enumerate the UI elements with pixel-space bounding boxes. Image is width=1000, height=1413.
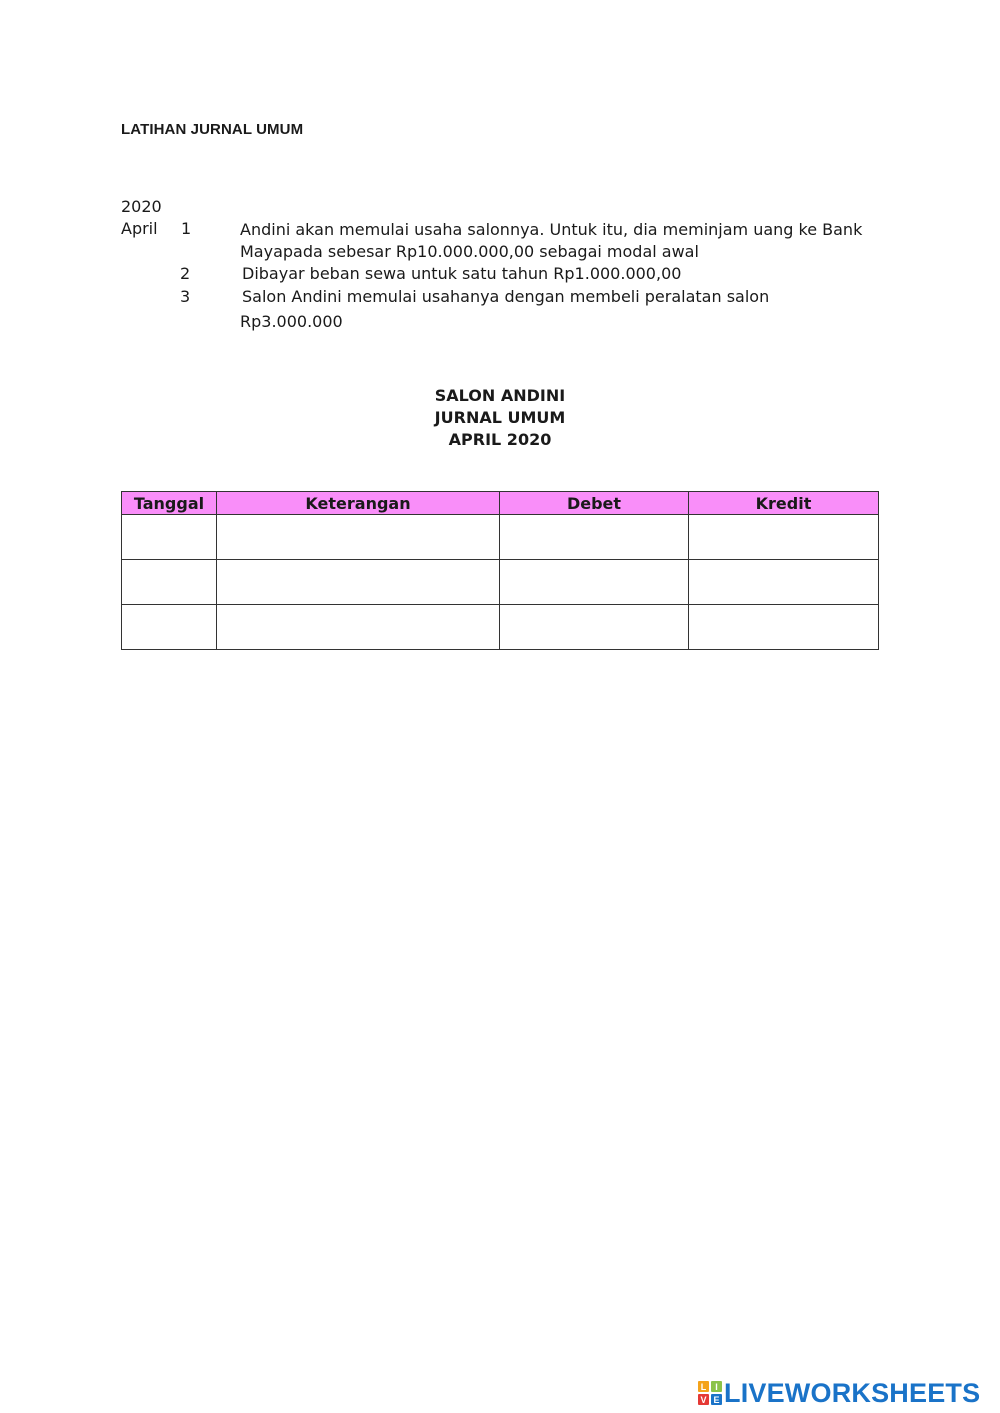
logo-mark-icon xyxy=(698,1381,722,1405)
page-title: LATIHAN JURNAL UMUM xyxy=(121,121,304,138)
cell-keterangan[interactable] xyxy=(217,515,500,560)
table-row xyxy=(122,605,879,650)
logo-letter-e: E xyxy=(711,1394,722,1405)
year-label: 2020 xyxy=(121,197,162,216)
logo-letter-v: V xyxy=(698,1394,709,1405)
entry-day-3: 3 xyxy=(180,287,191,306)
cell-tanggal[interactable] xyxy=(122,560,217,605)
cell-keterangan[interactable] xyxy=(217,560,500,605)
entry-1-line-2: Mayapada sebesar Rp10.000.000,00 sebagai modal awal xyxy=(240,242,699,261)
table-row xyxy=(122,515,879,560)
liveworksheets-logo xyxy=(698,1376,980,1410)
entry-text-1 xyxy=(240,219,862,263)
month-label: April xyxy=(121,219,158,238)
entry-3-line-1: Salon Andini memulai usahanya dengan membeli peralatan salon xyxy=(242,287,770,306)
table-row xyxy=(122,560,879,605)
logo-text: LIVEWORKSHEETS xyxy=(724,1377,981,1408)
logo-letter-l: L xyxy=(698,1381,709,1392)
cell-debet[interactable] xyxy=(500,515,689,560)
logo-letter-i: I xyxy=(711,1381,722,1392)
entry-day-2: 2 xyxy=(180,264,191,283)
cell-kredit[interactable] xyxy=(689,560,879,605)
entry-day-1: 1 xyxy=(181,219,192,238)
cell-debet[interactable] xyxy=(500,560,689,605)
journal-heading: JURNAL UMUM xyxy=(434,408,566,427)
cell-keterangan[interactable] xyxy=(217,605,500,650)
cell-tanggal[interactable] xyxy=(122,515,217,560)
cell-kredit[interactable] xyxy=(689,605,879,650)
cell-debet[interactable] xyxy=(500,605,689,650)
cell-tanggal[interactable] xyxy=(122,605,217,650)
cell-kredit[interactable] xyxy=(689,515,879,560)
entry-3-line-2: Rp3.000.000 xyxy=(240,312,343,331)
column-header-tanggal: Tanggal xyxy=(122,492,217,515)
entry-1-line-1: Andini akan memulai usaha salonnya. Untuk itu, dia meminjam uang ke Bank xyxy=(240,220,863,239)
column-header-debet: Debet xyxy=(500,492,689,515)
column-header-kredit: Kredit xyxy=(689,492,879,515)
entry-text-2 xyxy=(242,263,681,285)
company-heading: SALON ANDINI xyxy=(434,386,566,405)
table-header-row xyxy=(122,492,879,515)
column-header-keterangan: Keterangan xyxy=(217,492,500,515)
journal-table xyxy=(121,491,879,650)
entry-text-3 xyxy=(242,286,769,308)
period-heading: APRIL 2020 xyxy=(448,430,552,449)
entry-2-line-1: Dibayar beban sewa untuk satu tahun Rp1.000.000,00 xyxy=(242,264,682,283)
